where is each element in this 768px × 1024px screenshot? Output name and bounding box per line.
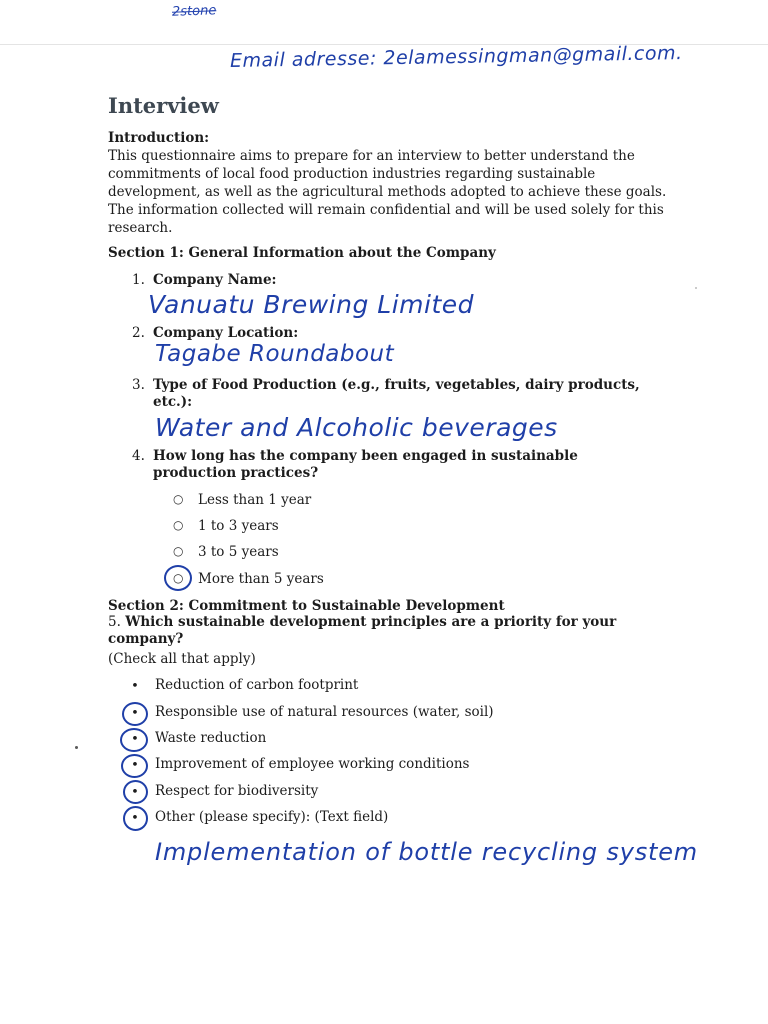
question-number: 2.	[132, 325, 145, 341]
bullet-icon: •	[131, 732, 139, 747]
scan-speck	[75, 746, 78, 749]
question-number: 1.	[132, 272, 145, 288]
hand-drawn-circle-icon	[121, 754, 148, 778]
intro-text: This questionnaire aims to prepare for an interview to better understand the commitments of local food production industries regarding sustainable development, as well as the agricultural methods adopted to achieve these goals. The information collected will remain confidential and will be used solely for this research.	[108, 148, 667, 236]
handwritten-other-answer: Implementation of bottle recycling system	[155, 838, 698, 866]
question-text: How long has the company been engaged in sustainable production practices?	[153, 448, 578, 481]
page-title: Interview	[108, 93, 219, 118]
scan-speck	[695, 287, 697, 289]
question-number: 4.	[132, 448, 145, 464]
hand-drawn-selection-circle-icon	[164, 565, 192, 591]
hand-drawn-circle-icon	[123, 780, 148, 804]
question-number: 3.	[132, 377, 145, 393]
handwritten-answer-company-name: Vanuatu Brewing Limited	[148, 290, 475, 319]
option-label: 1 to 3 years	[198, 518, 279, 534]
question-4	[132, 448, 662, 482]
handwritten-email: Email adresse: 2elamessingman@gmail.com.	[229, 42, 683, 72]
question-2	[132, 325, 662, 342]
bullet-icon: •	[131, 758, 139, 773]
check-all-note: (Check all that apply)	[108, 651, 256, 667]
question-1	[132, 272, 662, 289]
question-5	[108, 614, 648, 648]
option-bullet-icon: ○	[173, 544, 184, 558]
option-label: 3 to 5 years	[198, 544, 279, 560]
bullet-icon: •	[131, 811, 139, 826]
section-1-heading: Section 1: General Information about the Company	[108, 245, 496, 261]
handwritten-answer-production-type: Water and Alcoholic beverages	[155, 413, 558, 442]
intro-label: Introduction:	[108, 130, 210, 146]
handwritten-answer-location: Tagabe Roundabout	[155, 341, 395, 367]
question-text: Company Location:	[153, 325, 299, 341]
hand-drawn-circle-icon	[120, 728, 148, 752]
option-label: More than 5 years	[198, 571, 324, 587]
bullet-icon: •	[131, 785, 139, 800]
principle-label: Improvement of employee working conditions	[155, 756, 470, 772]
principle-label: Responsible use of natural resources (water, soil)	[155, 704, 494, 720]
option-label: Less than 1 year	[198, 492, 312, 508]
option-bullet-icon: ○	[173, 492, 184, 506]
bullet-icon: •	[131, 679, 139, 694]
section-2-heading: Section 2: Commitment to Sustainable Development	[108, 598, 505, 614]
bullet-icon: •	[131, 706, 139, 721]
crossed-out-scribble: 2stone	[171, 3, 217, 20]
principle-label: Reduction of carbon footprint	[155, 677, 359, 693]
option-bullet-icon: ○	[173, 518, 184, 532]
question-text: Company Name:	[153, 272, 277, 288]
hand-drawn-circle-icon	[123, 806, 148, 831]
option-bullet-icon: ○	[173, 571, 184, 585]
principle-label: Waste reduction	[155, 730, 267, 746]
question-text: Which sustainable development principles are a priority for your company?	[108, 614, 617, 647]
hand-drawn-circle-icon	[122, 702, 148, 726]
principle-label: Respect for biodiversity	[155, 783, 319, 799]
question-text: Type of Food Production (e.g., fruits, vegetables, dairy products, etc.):	[153, 377, 640, 410]
question-3	[132, 377, 662, 411]
question-number: 5.	[108, 614, 121, 630]
principle-label: Other (please specify): (Text field)	[155, 809, 389, 825]
